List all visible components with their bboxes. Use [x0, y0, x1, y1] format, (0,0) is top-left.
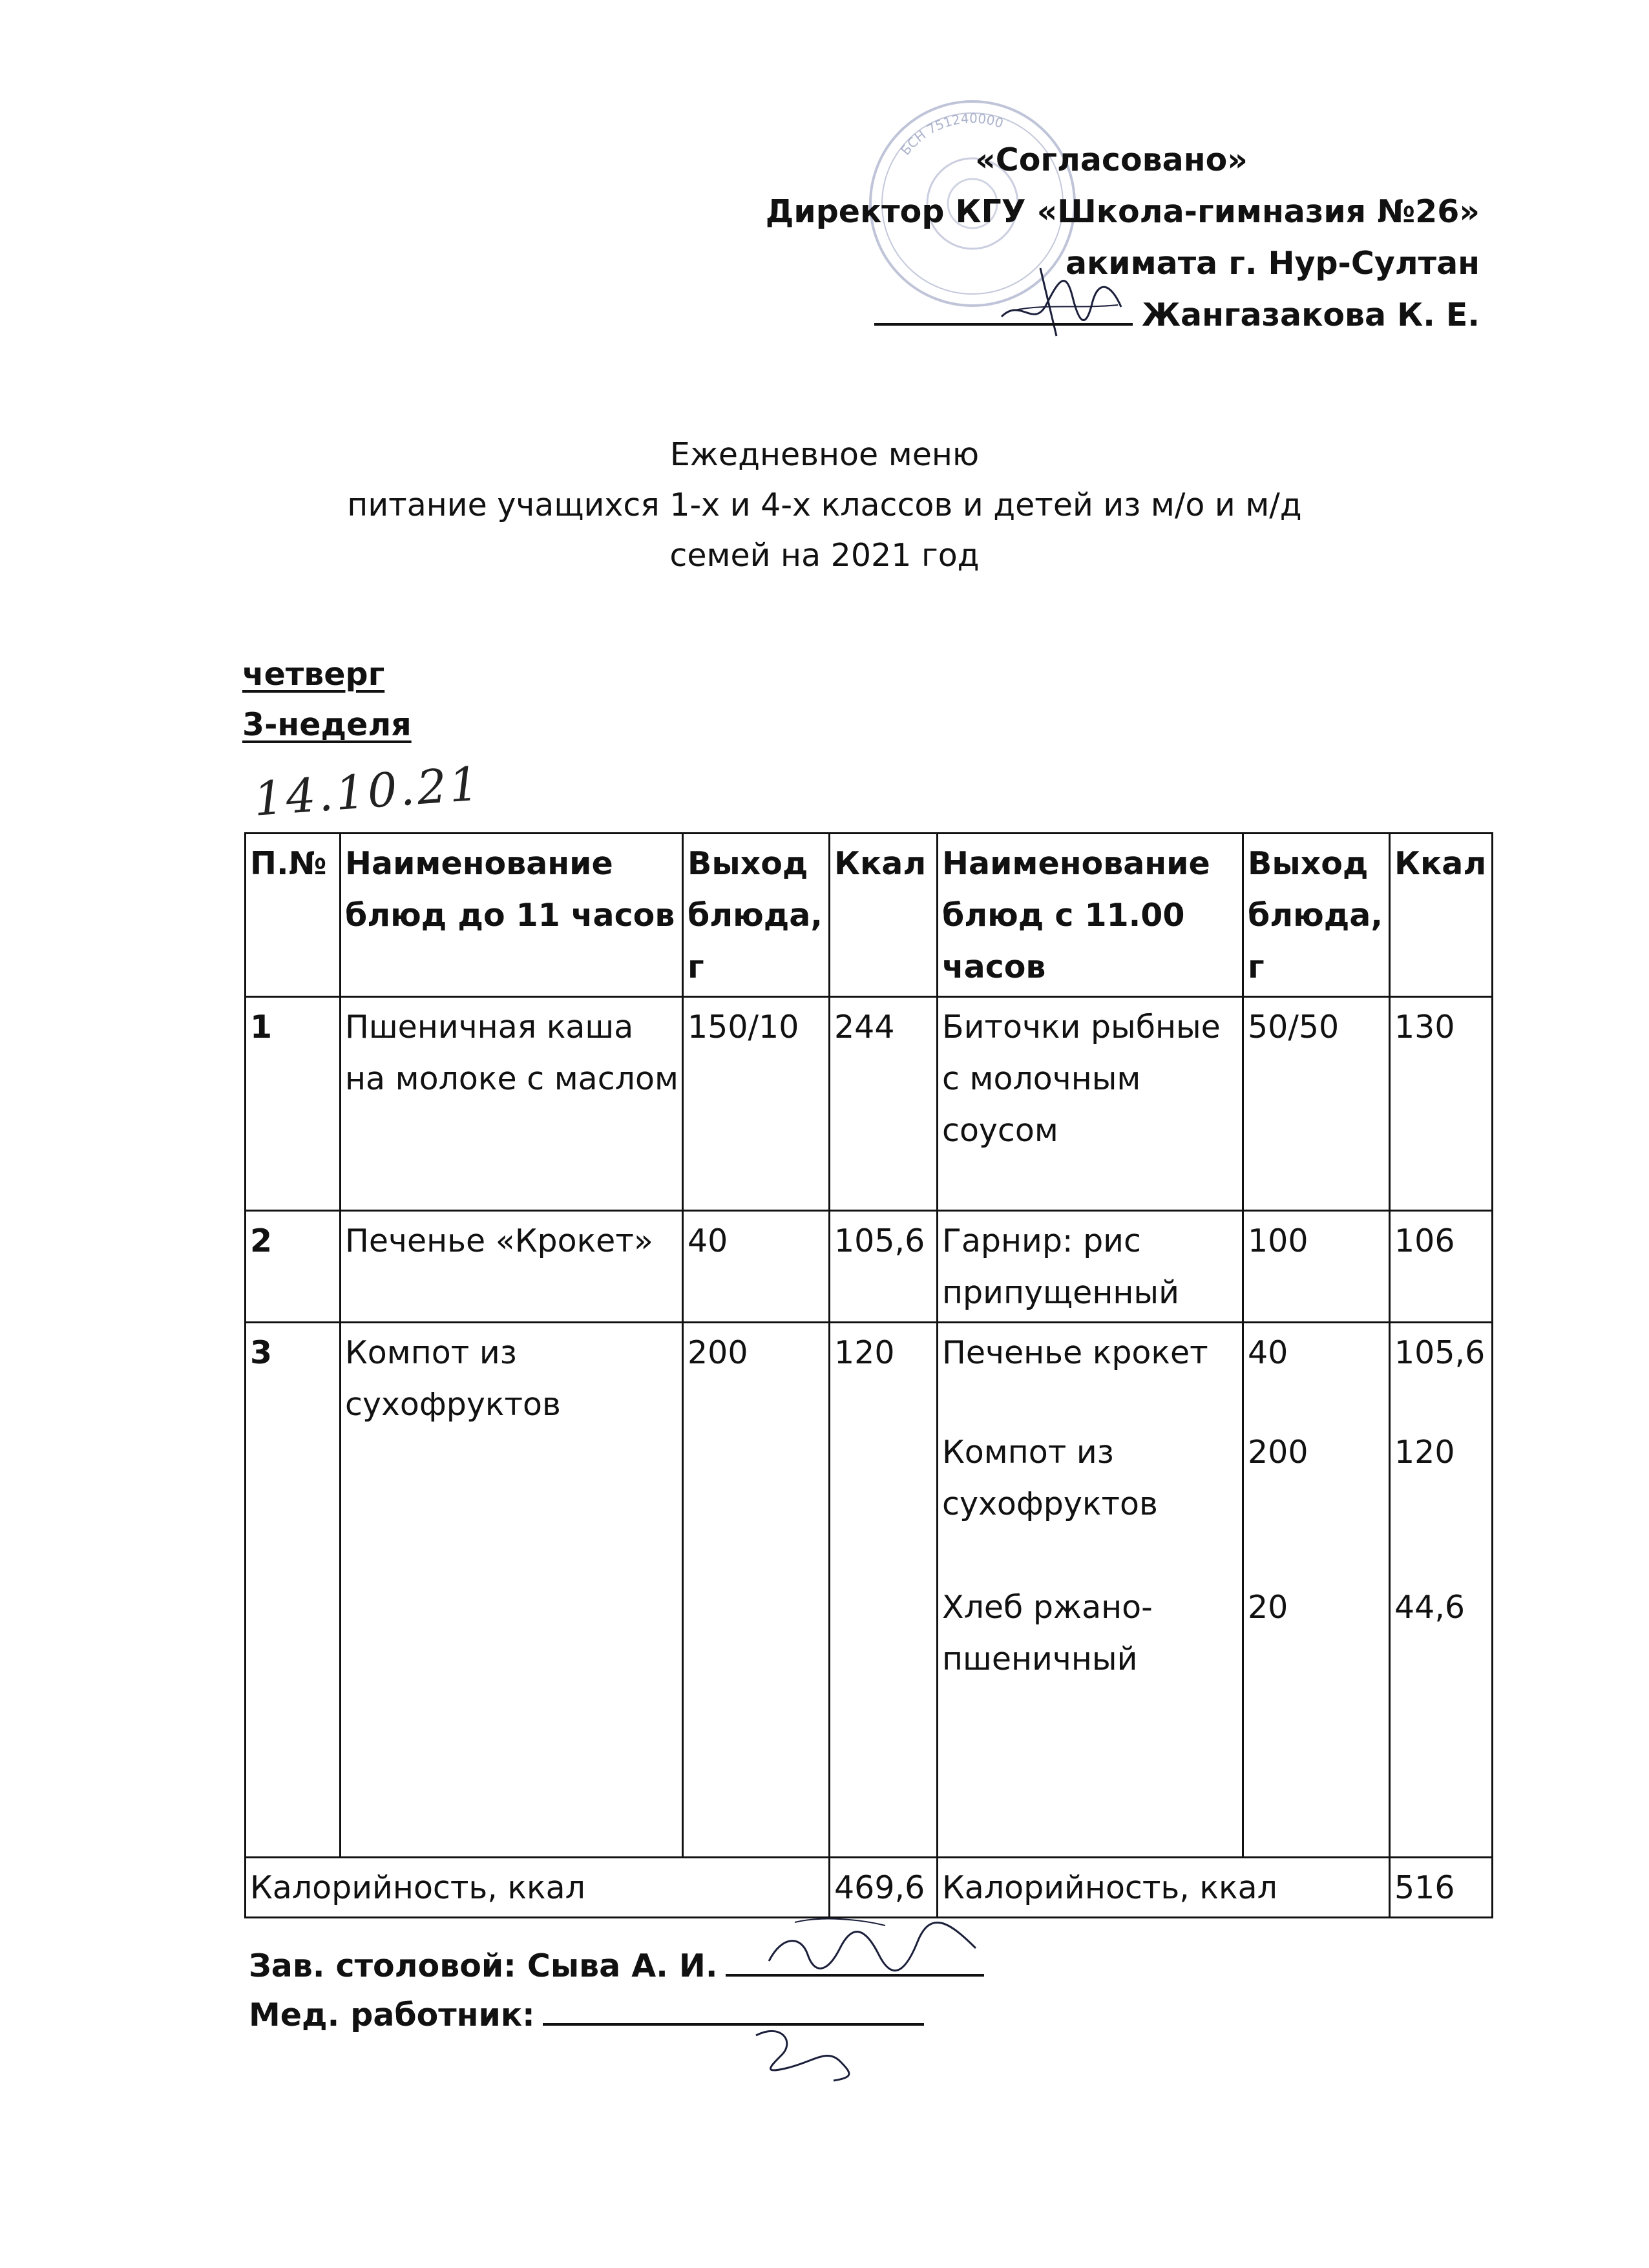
- header-kcal-morning: Ккал: [830, 834, 938, 997]
- dish-afternoon: Хлеб ржано-пшеничный: [942, 1589, 1153, 1677]
- total-value-afternoon: 516: [1390, 1858, 1493, 1918]
- row-num: 1: [246, 997, 341, 1211]
- table-header-row: [246, 834, 1493, 997]
- yield-morning: 150/10: [683, 997, 830, 1211]
- kcal-morning: 105,6: [830, 1211, 938, 1323]
- dish-afternoon: Гарнир: рис припущенный: [938, 1211, 1243, 1323]
- dish-morning: Компот из сухофруктов: [341, 1323, 683, 1858]
- yield-afternoon: 100: [1243, 1211, 1390, 1323]
- dish-afternoon-list: [938, 1323, 1243, 1858]
- kcal-afternoon: 120: [1394, 1434, 1455, 1471]
- approval-signer: Жангазакова К. Е.: [1142, 297, 1480, 333]
- yield-afternoon: 40: [1248, 1334, 1288, 1371]
- yield-afternoon: 20: [1248, 1589, 1288, 1626]
- total-label-afternoon: Калорийность, ккал: [938, 1858, 1390, 1918]
- header-kcal-afternoon: Ккал: [1390, 834, 1493, 997]
- dish-morning: Пшеничная каша на молоке с маслом: [341, 997, 683, 1211]
- dish-afternoon: Печенье крокет: [942, 1334, 1208, 1371]
- header-yield-afternoon: Выход блюда, г: [1243, 834, 1390, 997]
- dish-afternoon: Компот из сухофруктов: [942, 1434, 1158, 1522]
- header-dish-afternoon: Наименование блюд с 11.00 часов: [938, 834, 1243, 997]
- header-dish-morning: Наименование блюд до 11 часов: [341, 834, 683, 997]
- medic-signature-line: [543, 2017, 924, 2026]
- total-label-morning: Калорийность, ккал: [246, 1858, 830, 1918]
- totals-row: [246, 1858, 1493, 1918]
- total-value-morning: 469,6: [830, 1858, 938, 1918]
- handwritten-date: 14.10.21: [252, 756, 483, 826]
- medic-label: Мед. работник:: [249, 1997, 535, 2033]
- yield-morning: 200: [683, 1323, 830, 1858]
- day-block: [242, 649, 412, 750]
- approval-heading: «Согласовано»: [975, 142, 1248, 178]
- menu-table: [244, 832, 1493, 1918]
- canteen-head-label: Зав. столовой: Сыва А. И.: [249, 1948, 718, 1984]
- yield-afternoon: 200: [1248, 1434, 1308, 1471]
- table-row: [246, 1211, 1493, 1323]
- footer-block: [249, 1942, 984, 2040]
- seal-text: БСН 751240000: [897, 110, 1005, 158]
- yield-afternoon-list: [1243, 1323, 1390, 1858]
- approval-director: Директор КГУ «Школа-гимназия №26»: [765, 193, 1480, 230]
- yield-afternoon: 50/50: [1243, 997, 1390, 1211]
- signature-line: [874, 317, 1133, 326]
- kcal-morning: 120: [830, 1323, 938, 1858]
- kcal-afternoon: 44,6: [1394, 1589, 1465, 1626]
- kcal-morning: 244: [830, 997, 938, 1211]
- title-line-2: питание учащихся 1-х и 4-х классов и детей из м/о и м/д: [347, 487, 1302, 523]
- kcal-afternoon: 130: [1390, 997, 1493, 1211]
- approval-akimat: акимата г. Нур-Султан: [1065, 245, 1480, 282]
- document-title: [0, 430, 1649, 581]
- row-num: 2: [246, 1211, 341, 1323]
- week-number: 3-неделя: [242, 706, 412, 743]
- dish-morning: Печенье «Крокет»: [341, 1211, 683, 1323]
- row-num: 3: [246, 1323, 341, 1858]
- canteen-signature-line: [726, 1968, 984, 1977]
- header-num: П.№: [246, 834, 341, 997]
- title-line-3: семей на 2021 год: [669, 537, 980, 574]
- kcal-afternoon-list: [1390, 1323, 1493, 1858]
- table-row: [246, 1323, 1493, 1858]
- weekday: четверг: [242, 656, 385, 693]
- yield-morning: 40: [683, 1211, 830, 1323]
- title-line-1: Ежедневное меню: [669, 436, 980, 473]
- kcal-afternoon: 105,6: [1394, 1334, 1486, 1371]
- header-yield-morning: Выход блюда, г: [683, 834, 830, 997]
- approval-block: [646, 134, 1480, 341]
- table-row: [246, 997, 1493, 1211]
- kcal-afternoon: 106: [1390, 1211, 1493, 1323]
- dish-afternoon: Биточки рыбные с молочным соусом: [938, 997, 1243, 1211]
